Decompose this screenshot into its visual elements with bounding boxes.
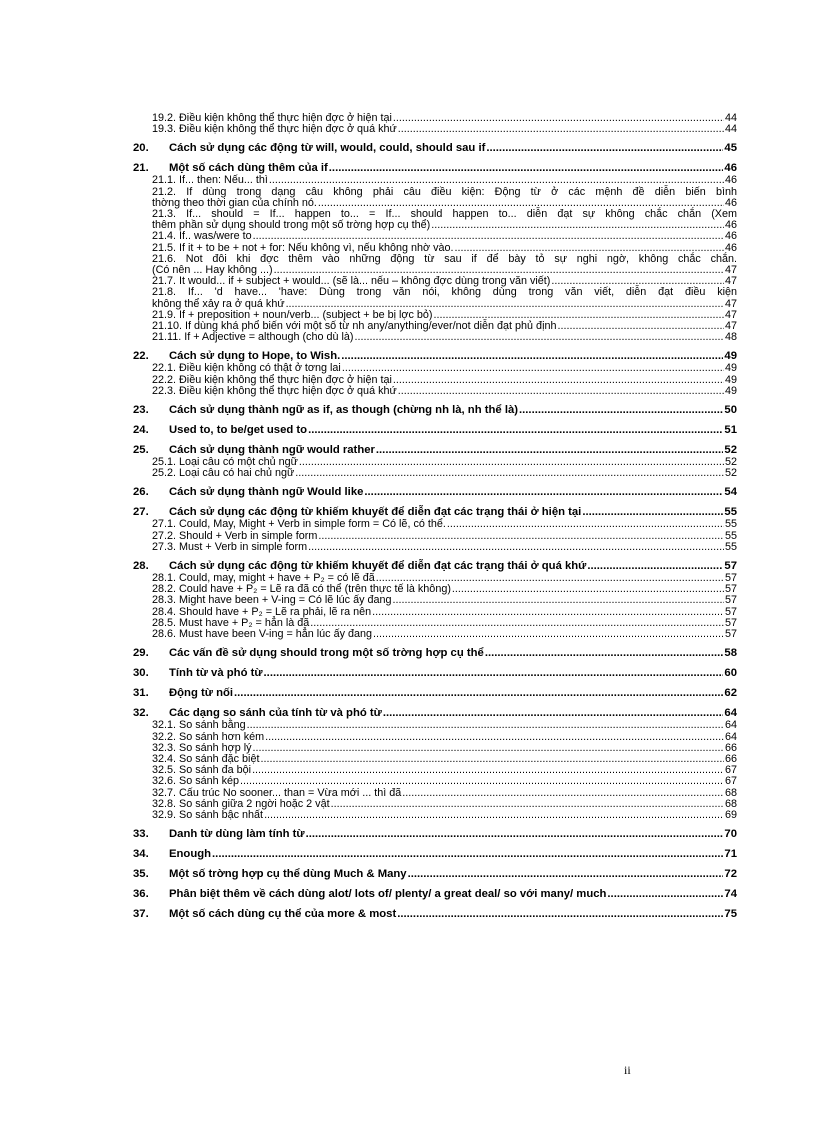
section-title: Một số trờng hợp cụ thể dùng Much & Many <box>169 868 407 881</box>
section-title: Cách sử dụng các động từ khiếm khuyết để diễn đạt các trạng thái ở hiện tại <box>169 506 582 519</box>
subsection-title: 32.3. So sánh hợp lý <box>152 741 252 754</box>
subsection-title-end: thêm phần sử dụng should trong một số trờng hợp cụ thể) <box>152 219 431 232</box>
toc-subsection <box>133 542 737 553</box>
subsection-title: 32.4. So sánh đặc biệt <box>152 752 260 765</box>
toc-section <box>133 666 737 680</box>
dot-leader <box>587 559 723 573</box>
dot-leader <box>393 375 724 386</box>
toc-subsection <box>133 209 737 231</box>
section-title: Danh từ dùng làm tính từ <box>169 828 305 841</box>
page-ref: 52 <box>724 456 737 469</box>
subsection-title: 32.6. So sánh kép <box>152 775 240 788</box>
page-ref: 71 <box>724 848 737 861</box>
toc-subsection <box>133 332 737 343</box>
dot-leader <box>341 349 723 363</box>
dot-leader <box>310 618 724 629</box>
dot-leader <box>354 332 724 343</box>
dot-leader <box>306 827 724 841</box>
dot-leader <box>485 646 724 660</box>
page-ref: 67 <box>724 775 737 788</box>
page-ref: 67 <box>724 764 737 777</box>
dot-leader <box>393 113 724 124</box>
section-number: 20. <box>133 142 149 155</box>
toc-subsection <box>133 124 737 135</box>
dot-leader <box>308 423 723 437</box>
section-title: Used to, to be/get used to <box>169 424 308 437</box>
toc-section <box>133 559 737 573</box>
toc-subsection <box>133 231 737 242</box>
page-ref: 64 <box>724 707 737 720</box>
page-ref: 75 <box>724 908 737 921</box>
toc-subsection <box>133 187 737 209</box>
subsection-title: 21.10. If dùng khá phổ biến với một số từ nh any/anything/ever/not diễn đạt phủ định <box>152 320 557 333</box>
page-ref: 68 <box>724 797 737 810</box>
section-title: Tính từ và phó từ <box>169 667 263 680</box>
dot-leader <box>247 720 724 731</box>
page-ref: 46 <box>724 174 737 187</box>
section-number: 29. <box>133 647 149 660</box>
dot-leader <box>265 732 724 743</box>
subsection-title-end: (Có nên ... Hay không ...) <box>152 264 273 277</box>
section-number: 31. <box>133 687 149 700</box>
section-number: 27. <box>133 506 149 519</box>
section-title: Cách sử dụng thành ngữ Would like <box>169 486 364 499</box>
dot-leader <box>402 788 724 799</box>
section-number: 33. <box>133 828 149 841</box>
toc-subsection <box>133 519 737 530</box>
toc-subsection <box>133 363 737 374</box>
section-title: Động từ nối <box>169 687 234 700</box>
dot-leader <box>398 386 724 397</box>
page-ref: 47 <box>724 275 737 288</box>
section-number: 36. <box>133 888 149 901</box>
section-number: 37. <box>133 908 149 921</box>
dot-leader <box>212 847 723 861</box>
dot-leader <box>329 161 724 175</box>
toc-subsection <box>133 720 737 731</box>
subsection-title: 21.6. Not đôi khi đợc thêm vào những động từ sau if để bày tỏ sự nghi ngờ, không chắc chắn. <box>152 252 737 265</box>
page-ref: 44 <box>724 123 737 136</box>
dot-leader <box>308 542 724 553</box>
section-number: 22. <box>133 350 149 363</box>
dot-leader <box>342 363 724 374</box>
section-title: Cách sử dụng các động từ khiếm khuyết để diễn đạt các trạng thái ở quá khứ <box>169 560 587 573</box>
page-ref: 57 <box>724 605 737 618</box>
dot-leader <box>373 629 724 640</box>
dot-leader <box>240 776 724 787</box>
dot-leader <box>431 220 724 231</box>
toc-section <box>133 423 737 437</box>
section-title: Các vấn đề sử dụng should trong một số trờng hợp cụ thể <box>169 647 484 660</box>
dot-leader <box>486 141 723 155</box>
dot-leader <box>331 799 724 810</box>
section-number: 30. <box>133 667 149 680</box>
subsection-title: 27.3. Must + Verb in simple form <box>152 540 308 553</box>
section-title: Cách sử dụng thành ngữ would rather <box>169 444 375 457</box>
page-ref: 64 <box>724 730 737 743</box>
section-number: 25. <box>133 444 149 457</box>
page-ref: 66 <box>724 752 737 765</box>
page-ref: 46 <box>724 162 737 175</box>
toc-section <box>133 646 737 660</box>
page-ref: 64 <box>724 719 737 732</box>
toc-section <box>133 907 737 921</box>
section-title: Phân biệt thêm về cách dùng alot/ lots of/ plenty/ a great deal/ so với many/ much <box>169 888 607 901</box>
page-ref: 55 <box>724 540 737 553</box>
page-ref: 49 <box>724 373 737 386</box>
toc-subsection <box>133 810 737 821</box>
dot-leader <box>383 706 724 720</box>
toc-subsection <box>133 776 737 787</box>
section-number: 23. <box>133 404 149 417</box>
subsection-title: 22.1. Điều kiện không có thật ở tơng lai <box>152 362 341 375</box>
page-ref: 74 <box>724 888 737 901</box>
page-ref: 57 <box>724 594 737 607</box>
dot-leader <box>519 403 723 417</box>
dot-leader <box>398 124 724 135</box>
toc-subsection <box>133 468 737 479</box>
subsection-title: 22.2. Điều kiện không thể thực hiện đợc ở hiện tại <box>152 373 392 386</box>
page-ref: 49 <box>724 384 737 397</box>
dot-leader <box>364 485 723 499</box>
dot-leader <box>252 765 724 776</box>
table-of-contents <box>133 113 737 921</box>
section-title: Enough <box>169 848 212 861</box>
subsection-title: 21.5. If it + to be + not + for: Nếu không vì, nếu không nhờ vào. <box>152 241 454 254</box>
subsection-title: 21.2. If dùng trong dạng câu không phải câu điều kiện: Động từ ở các mệnh đề diễn biến bình <box>152 185 737 198</box>
page-ref: 62 <box>724 687 737 700</box>
section-number: 32. <box>133 707 149 720</box>
dot-leader <box>393 595 724 606</box>
page-ref: 52 <box>724 444 737 457</box>
dot-leader <box>607 887 723 901</box>
dot-leader <box>264 666 724 680</box>
page-ref: 48 <box>724 331 737 344</box>
dot-leader <box>299 457 724 468</box>
dot-leader <box>452 584 724 595</box>
toc-subsection <box>133 386 737 397</box>
subsection-title: 32.7. Cấu trúc No sooner... than = Vừa mới ... thì đã <box>152 786 402 799</box>
page-ref: 55 <box>724 518 737 531</box>
page-ref: 51 <box>724 424 737 437</box>
page-ref: 49 <box>724 362 737 375</box>
page-ref: 54 <box>724 486 737 499</box>
page-ref: 69 <box>724 808 737 821</box>
subsection-title: 25.1. Loại câu có một chủ ngữ <box>152 456 298 469</box>
subsection-title: 32.8. So sánh giữa 2 ngời hoặc 2 vật <box>152 797 330 810</box>
toc-section <box>133 485 737 499</box>
subsection-title: 19.3. Điều kiện không thể thực hiện đợc ở quá khứ <box>152 123 397 136</box>
dot-leader <box>372 607 724 618</box>
section-title: Cách sử dụng các động từ will, would, could, should sau if <box>169 142 486 155</box>
page-ref: 49 <box>724 350 737 363</box>
toc-section <box>133 161 737 175</box>
dot-leader <box>582 505 723 519</box>
subsection-title: 28.5. Must have + P₂ = hẳn là đã <box>152 616 310 629</box>
page-ref: 47 <box>724 297 737 310</box>
section-number: 35. <box>133 868 149 881</box>
page-ref: 60 <box>724 667 737 680</box>
page-ref: 66 <box>724 741 737 754</box>
dot-leader <box>376 443 724 457</box>
dot-leader <box>557 321 724 332</box>
page-ref: 70 <box>724 828 737 841</box>
toc-section <box>133 403 737 417</box>
page-ref: 52 <box>724 467 737 480</box>
toc-section <box>133 349 737 363</box>
section-title: Cách sử dụng thành ngữ as if, as though (chừng nh là, nh thể là) <box>169 404 519 417</box>
page-ref: 50 <box>724 404 737 417</box>
toc-section <box>133 827 737 841</box>
dot-leader <box>318 531 724 542</box>
page-ref: 57 <box>724 628 737 641</box>
dot-leader <box>253 231 724 242</box>
dot-leader <box>269 175 724 186</box>
toc-subsection <box>133 254 737 276</box>
toc-section <box>133 847 737 861</box>
subsection-title: 21.4. If.. was/were to <box>152 230 252 243</box>
toc-section <box>133 141 737 155</box>
section-number: 28. <box>133 560 149 573</box>
page-ref: 58 <box>724 647 737 660</box>
toc-section <box>133 867 737 881</box>
subsection-title: 28.6. Must have been V-ing = hẳn lúc ấy đang <box>152 628 372 641</box>
section-title: Các dạng so sánh của tính từ và phó từ <box>169 707 382 720</box>
toc-section <box>133 443 737 457</box>
page-ref: 47 <box>724 308 737 321</box>
page-ref: 46 <box>724 219 737 232</box>
page-ref: 47 <box>724 320 737 333</box>
toc-section <box>133 887 737 901</box>
page-ref: 46 <box>724 196 737 209</box>
dot-leader <box>234 686 723 700</box>
subsection-title: 32.1. So sánh bằng <box>152 719 246 732</box>
dot-leader <box>408 867 724 881</box>
dot-leader <box>260 754 724 765</box>
dot-leader <box>295 468 724 479</box>
subsection-title: 32.9. So sánh bậc nhất <box>152 808 264 821</box>
subsection-title-end: thờng theo thời gian của chính nó. <box>152 196 317 209</box>
page-ref: 46 <box>724 241 737 254</box>
page-ref: 72 <box>724 868 737 881</box>
page-ref: 45 <box>724 142 737 155</box>
subsection-title: 28.2. Could have + P₂ = Lẽ ra đã có thể (trên thực tế là không) <box>152 583 451 596</box>
subsection-title: 25.2. Loại câu có hai chủ ngữ <box>152 467 295 480</box>
page-ref: 55 <box>724 506 737 519</box>
toc-section <box>133 686 737 700</box>
dot-leader <box>397 907 723 921</box>
section-number: 21. <box>133 162 149 175</box>
dot-leader <box>264 810 724 821</box>
subsection-title: 28.1. Could, may, might + have + P₂ = có lẽ đã <box>152 572 375 585</box>
page-ref: 57 <box>724 560 737 573</box>
section-title: Một số cách dùng thêm của if <box>169 162 328 175</box>
dot-leader <box>447 519 724 530</box>
subsection-title: 22.3. Điều kiện không thể thực hiện đợc ở quá khứ <box>152 384 397 397</box>
page-ref: 57 <box>724 572 737 585</box>
subsection-title: 32.2. So sánh hơn kém <box>152 730 265 743</box>
subsection-title: 28.3. Might have been + V-ing = Có lẽ lúc ấy đang <box>152 594 392 607</box>
subsection-title: 32.5. So sánh đa bội <box>152 764 252 777</box>
section-number: 34. <box>133 848 149 861</box>
page-number: ii <box>624 1063 631 1077</box>
section-title: Một số cách dùng cụ thể của more & most <box>169 908 397 921</box>
subsection-title: 19.2. Điều kiện không thể thực hiện đợc ở hiện tại <box>152 112 392 124</box>
subsection-title: 28.4. Should have + P₂ = Lẽ ra phải, lẽ ra nên <box>152 605 372 618</box>
subsection-title: 21.3. If... should = If... happen to... = If... should happen to... diễn đạt sự không chắc chắn (Xem <box>152 208 737 221</box>
subsection-title: 21.11. If + Adjective = although (cho dù là) <box>152 331 354 344</box>
toc-section <box>133 505 737 519</box>
page-ref: 44 <box>724 112 737 124</box>
section-number: 24. <box>133 424 149 437</box>
dot-leader <box>253 743 724 754</box>
page-ref: 57 <box>724 616 737 629</box>
section-title: Cách sử dụng to Hope, to Wish. <box>169 350 341 363</box>
toc-subsection <box>133 595 737 606</box>
toc-subsection <box>133 287 737 309</box>
page-ref: 46 <box>724 230 737 243</box>
page-ref: 47 <box>724 264 737 277</box>
page-ref: 57 <box>724 583 737 596</box>
subsection-title: 21.7. It would... if + subject + would... (sẽ là... nếu – không đợc dùng trong văn viết) <box>152 275 551 288</box>
page-ref: 68 <box>724 786 737 799</box>
subsection-title: 27.1. Could, May, Might + Verb in simple form = Có lẽ, có thể. <box>152 518 446 531</box>
toc-subsection <box>133 629 737 640</box>
subsection-title: 21.8. If... 'd have... 'have: Dùng trong văn nói, không dùng trong văn viết, diễn đạt điều kiện <box>152 286 737 299</box>
page-ref: 55 <box>724 529 737 542</box>
subsection-title: 21.9. If + preposition + noun/verb... (subject + be bị lợc bỏ) <box>152 308 433 321</box>
subsection-title: 21.1. If... then: Nếu... thì <box>152 174 268 187</box>
toc-subsection <box>133 175 737 186</box>
section-number: 26. <box>133 486 149 499</box>
subsection-title: 27.2. Should + Verb in simple form <box>152 529 318 542</box>
subsection-title-end: không thể xảy ra ở quá khứ <box>152 297 285 310</box>
